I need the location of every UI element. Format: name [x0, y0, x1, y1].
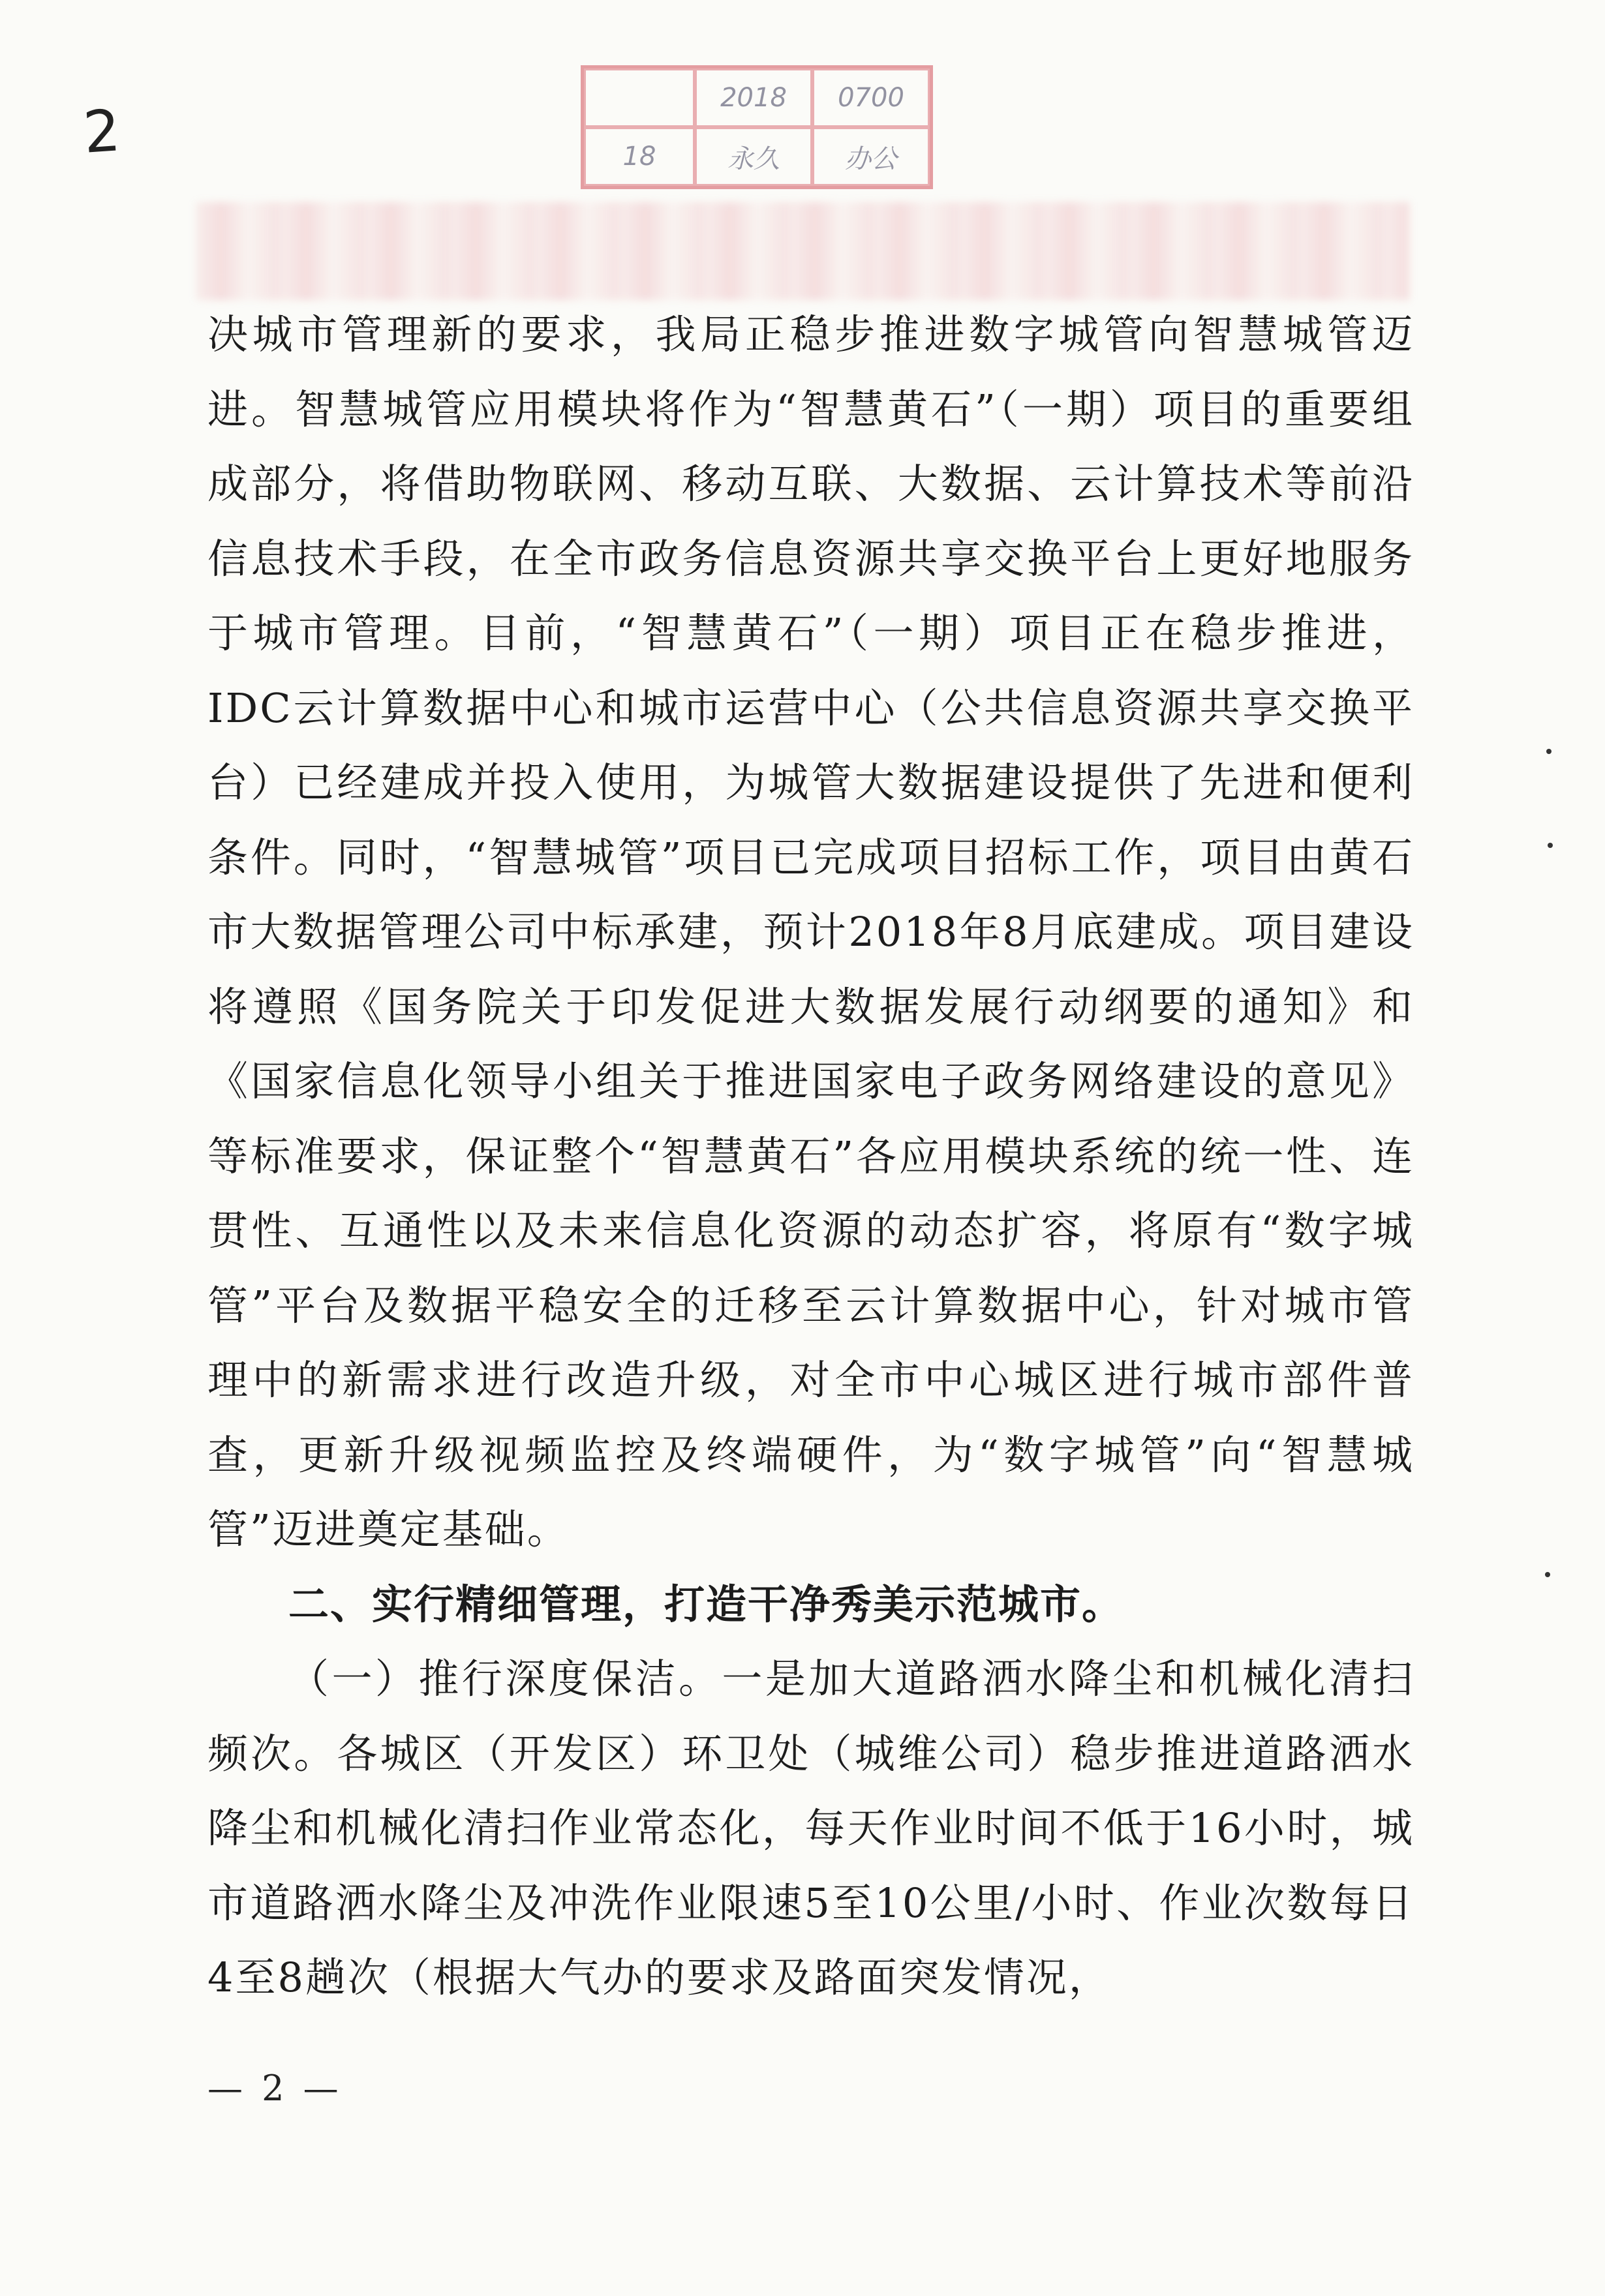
stamp-cell: [584, 68, 695, 127]
scan-speck: [1548, 843, 1553, 848]
paragraph-smart-city-management: 决城市管理新的要求，我局正稳步推进数字城管向智慧城管迈进。智慧城管应用模块将作为“智慧黄石”（一期）项目的重要组成部分，将借助物联网、移动互联、大数据、云计算技术等前沿信息技术手段，在全市政务信息资源共享交换平台上更好地服务于城市管理。目前，“智慧黄石”（一期）项目正在稳步推进，IDC云计算数据中心和城市运营中心（公共信息资源共享交换平台）已经建成并投入使用，为城管大数据建设提供了先进和便利条件。同时，“智慧城管”项目已完成项目招标工作，项目由黄石市大数据管理公司中标承建，预计2018年8月底建成。项目建设将遵照《国务院关于印发促进大数据发展行动纲要的通知》和《国家信息化领导小组关于推进国家电子政务网络建设的意见》等标准要求，保证整个“智慧黄石”各应用模块系统的统一性、连贯性、互通性以及未来信息化资源的动态扩容，将原有“数字城管”平台及数据平稳安全的迁移至云计算数据中心，针对城市管理中的新需求进行改造升级，对全市中心城区进行城市部件普查，更新升级视频监控及终端硬件，为“数字城管”向“智慧城管”迈进奠定基础。: [207, 310, 1414, 1553]
stamp-cell: 办公: [812, 127, 930, 186]
section-heading-fine-management: 二、实行精细管理，打造干净秀美示范城市。: [288, 1580, 1124, 1628]
stamp-cell: 2018: [695, 68, 812, 127]
handwritten-page-mark: 2: [81, 97, 123, 166]
scan-speck: [1545, 1572, 1550, 1577]
scan-speck: [1546, 749, 1552, 754]
received-stamp: [581, 65, 933, 189]
bleed-through-stamp-shadow: [196, 202, 1409, 300]
stamp-cell: 0700: [812, 68, 930, 127]
paragraph-deep-cleaning: （一）推行深度保洁。一是加大道路洒水降尘和机械化清扫频次。各城区（开发区）环卫处（城维公司）稳步推进道路洒水降尘和机械化清扫作业常态化，每天作业时间不低于16小时，城市道路洒水降尘及冲洗作业限速5至10公里/小时、作业次数每日4至8趟次（根据大气办的要求及路面突发情况，: [207, 1655, 1414, 2001]
page-number: — 2 —: [207, 2068, 343, 2109]
stamp-cell: 18: [584, 127, 695, 186]
document-body: [207, 297, 1414, 2016]
stamp-cell: 永久: [695, 127, 812, 186]
